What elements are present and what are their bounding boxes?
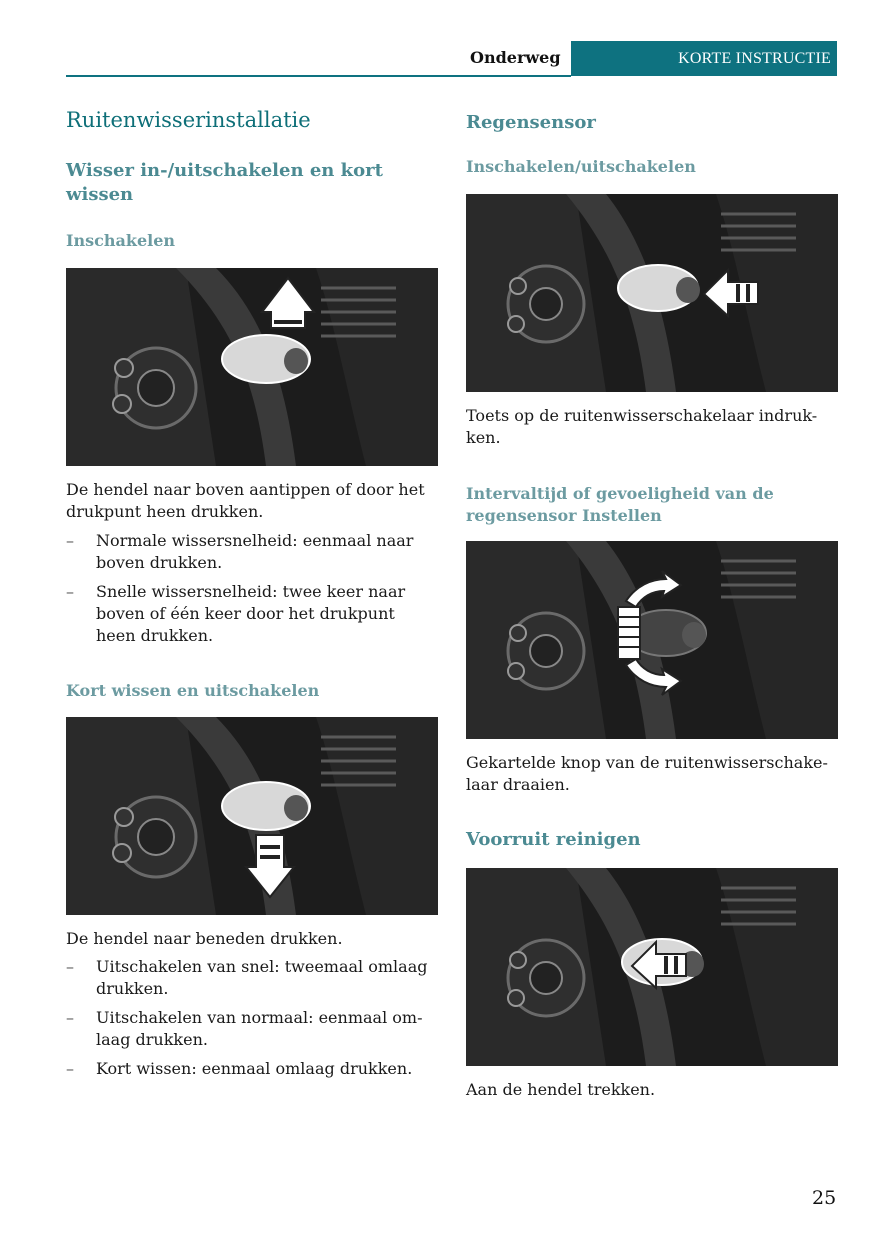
list-item: – Kort wissen: eenmaal omlaag drukken. <box>66 1058 438 1080</box>
header-rule <box>66 75 571 77</box>
subheading-kort-wissen: Kort wissen en uitschakelen <box>66 681 320 700</box>
bullet-text: Normale wissersnelheid: eenmaal naar boven drukken. <box>96 531 414 572</box>
wiper-lever-down-icon <box>66 717 438 915</box>
section-heading-wiper: Wisser in-/uitschakelen en kort wissen <box>66 160 383 205</box>
subheading-intervaltijd: Intervaltijd of gevoeligheid van de regensensor Instellen <box>466 484 774 525</box>
header-tab-label: KORTE INSTRUCTIE <box>571 41 837 76</box>
subheading-inschakelen-uitschakelen: Inschakelen/uitschakelen <box>466 157 696 176</box>
wiper-button-press-photo <box>466 194 838 392</box>
bullet-text: Kort wissen: eenmaal omlaag drukken. <box>96 1059 413 1078</box>
list-item: – Snelle wissersnelheid: twee keer naar boven of één keer door het drukpunt heen drukken. <box>66 581 438 647</box>
page-number: 25 <box>812 1187 837 1209</box>
bullet-text: Uitschakelen van normaal: eenmaal om-laag drukken. <box>96 1008 423 1049</box>
bullet-text: Uitschakelen van snel: tweemaal omlaag drukken. <box>96 957 428 998</box>
interval-text: Gekartelde knop van de ruitenwisserschake-laar draaien. <box>466 753 828 794</box>
regensensor-text: Toets op de ruitenwisserschakelaar indruk-ken. <box>466 406 818 447</box>
subheading-inschakelen: Inschakelen <box>66 231 176 250</box>
wiper-lever-pull-icon <box>466 868 838 1066</box>
list-item: – Normale wissersnelheid: eenmaal naar boven drukken. <box>66 530 438 574</box>
wiper-lever-down-photo <box>66 717 438 915</box>
wiper-button-press-icon <box>466 194 838 392</box>
wiper-lever-up-photo <box>66 268 438 466</box>
wiper-knob-rotate-icon <box>466 541 838 739</box>
voorruit-text: Aan de hendel trekken. <box>466 1080 656 1099</box>
section-heading-regensensor: Regensensor <box>466 112 596 133</box>
wiper-lever-up-icon <box>66 268 438 466</box>
bullet-text: Snelle wissersnelheid: twee keer naar boven of één keer door het drukpunt heen drukken. <box>96 582 406 645</box>
wiper-knob-rotate-photo <box>466 541 838 739</box>
header-section-title: Onderweg <box>470 48 561 67</box>
page-title: Ruitenwisserinstallatie <box>66 108 311 132</box>
section-heading-voorruit: Voorruit reinigen <box>466 829 641 850</box>
section1-text: De hendel naar boven aantippen of door het drukpunt heen drukken. <box>66 480 425 521</box>
list-item: – Uitschakelen van normaal: eenmaal om-laag drukken. <box>66 1007 438 1051</box>
wiper-lever-pull-photo <box>466 868 838 1066</box>
list-item: – Uitschakelen van snel: tweemaal omlaag drukken. <box>66 956 438 1000</box>
section2-text: De hendel naar beneden drukken. <box>66 929 343 948</box>
